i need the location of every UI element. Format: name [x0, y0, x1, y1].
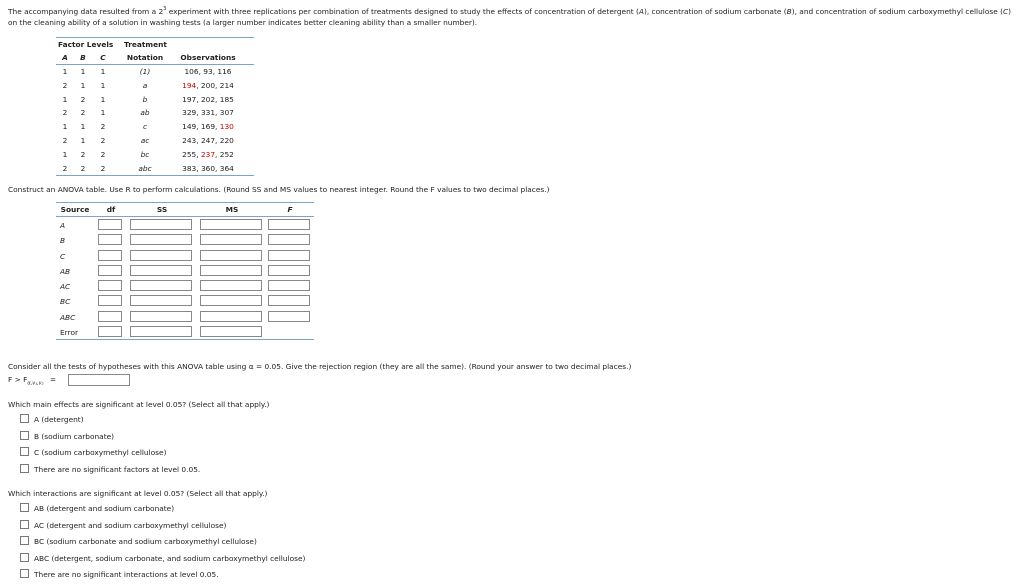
main-effects-question: Which main effects are significant at level 0.05? (Select all that apply.) [8, 400, 270, 409]
checkbox-label: BC (sodium carbonate and sodium carboxymethyl cellulose) [34, 537, 257, 546]
checkbox[interactable] [20, 520, 29, 529]
checkbox-label: B (sodium carbonate) [34, 431, 115, 441]
rejection-region-input[interactable] [68, 374, 130, 386]
col-df: df [106, 205, 116, 214]
rejection-region-label: $F > F_{\alpha,\nu_1,\nu_2}$ = [8, 375, 57, 387]
df-input[interactable] [98, 265, 122, 276]
source-label: A [60, 221, 66, 230]
ss-input[interactable] [130, 311, 192, 322]
checkbox-label: A (detergent) [34, 415, 84, 424]
table-row [56, 148, 254, 162]
cell-observations: 194, 200, 214 [182, 80, 234, 90]
source-label: ABC [60, 312, 76, 322]
anova-row [56, 217, 314, 232]
ss-input[interactable] [130, 234, 192, 245]
table-row [56, 162, 254, 176]
checkbox-option[interactable] [20, 431, 114, 441]
ms-input[interactable] [200, 234, 262, 245]
table-row [56, 106, 254, 120]
cell-a: 2 [62, 163, 68, 173]
anova-table [56, 202, 314, 340]
df-input[interactable] [98, 326, 122, 337]
checkbox-label: AB (detergent and sodium carbonate) [34, 504, 175, 513]
checkbox-option[interactable] [20, 520, 226, 530]
ms-input[interactable] [200, 265, 262, 276]
ms-input[interactable] [200, 326, 262, 337]
cell-a: 2 [62, 135, 68, 145]
cell-c: 1 [100, 108, 106, 118]
col-f: F [287, 205, 293, 214]
ms-input[interactable] [200, 219, 262, 230]
cell-a: 1 [62, 149, 68, 159]
checkbox-label: There are no significant factors at level 0.05. [34, 464, 201, 474]
f-input[interactable] [268, 295, 310, 306]
cell-observations: 106, 93, 116 [184, 67, 232, 76]
cell-a: 1 [62, 94, 68, 104]
cell-b: 1 [80, 122, 86, 132]
cell-b: 2 [80, 94, 86, 104]
checkbox[interactable] [20, 503, 29, 512]
cell-c: 2 [100, 149, 106, 159]
problem-intro [8, 6, 1018, 28]
checkbox-option[interactable] [20, 464, 200, 474]
anova-row [56, 324, 314, 339]
anova-row [56, 278, 314, 293]
checkbox[interactable] [20, 569, 29, 578]
cell-observations: 149, 169, 130 [182, 122, 234, 132]
checkbox[interactable] [20, 414, 29, 423]
f-input[interactable] [268, 219, 310, 230]
cell-b: 1 [80, 135, 86, 145]
cell-notation: ac [140, 135, 150, 145]
col-c: C [100, 53, 106, 62]
col-notation: Notation [126, 53, 164, 62]
source-label: B [60, 236, 66, 246]
table-row [56, 79, 254, 93]
f-input[interactable] [268, 280, 310, 291]
header-factor-levels: Factor Levels [58, 40, 114, 49]
ss-input[interactable] [130, 265, 192, 276]
f-input[interactable] [268, 234, 310, 245]
hypothesis-instruction: Consider all the tests of hypotheses with this ANOVA table using α = 0.05. Give the rejection region (they are all the same). (Round your answer to two decimal places.) [8, 362, 632, 371]
cell-observations: 197, 202, 185 [182, 94, 234, 104]
intro-text: experiment with three replications per combination of treatments designed to study the effects of concentration of detergent ( [166, 7, 639, 16]
ms-input[interactable] [200, 295, 262, 306]
table-row [56, 93, 254, 107]
ss-input[interactable] [130, 280, 192, 291]
cell-a: 1 [62, 122, 68, 132]
df-input[interactable] [98, 250, 122, 261]
cell-b: 1 [80, 67, 86, 76]
checkbox[interactable] [20, 431, 29, 440]
cell-a: 2 [62, 108, 68, 118]
table-row [56, 65, 254, 79]
ss-input[interactable] [130, 219, 192, 230]
checkbox-option[interactable] [20, 553, 305, 563]
cell-observations: 329, 331, 307 [182, 108, 234, 118]
ss-input[interactable] [130, 326, 192, 337]
cell-observations: 243, 247, 220 [182, 135, 234, 145]
df-input[interactable] [98, 234, 122, 245]
col-ss: SS [156, 205, 168, 214]
col-b: B [80, 53, 86, 62]
cell-c: 1 [100, 80, 106, 90]
df-input[interactable] [98, 280, 122, 291]
df-input[interactable] [98, 311, 122, 322]
intro-text: The accompanying data resulted from a 2 [8, 7, 164, 16]
checkbox-option[interactable] [20, 569, 219, 579]
cell-notation: a [142, 80, 148, 90]
cell-notation: abc [138, 163, 152, 173]
checkbox[interactable] [20, 464, 29, 473]
source-label: BC [60, 297, 71, 307]
checkbox[interactable] [20, 536, 29, 545]
cell-c: 1 [100, 94, 106, 104]
interactions-question: Which interactions are significant at level 0.05? (Select all that apply.) [8, 489, 268, 498]
df-input[interactable] [98, 219, 122, 230]
col-a: A [62, 53, 68, 62]
factor-rows [56, 65, 254, 175]
col-observations: Observations [180, 53, 236, 62]
f-input[interactable] [268, 311, 310, 322]
checkbox-option[interactable] [20, 503, 174, 513]
checkbox[interactable] [20, 553, 29, 562]
source-label: AC [60, 282, 71, 292]
cell-c: 2 [100, 122, 106, 132]
table-row [56, 134, 254, 148]
col-source: Source [60, 205, 90, 214]
anova-row [56, 309, 314, 324]
cell-b: 2 [80, 108, 86, 118]
header-treatment: Treatment [124, 40, 167, 49]
cell-observations: 255, 237, 252 [182, 149, 234, 159]
ms-input[interactable] [200, 280, 262, 291]
ss-input[interactable] [130, 295, 192, 306]
cell-notation: c [142, 122, 148, 132]
df-input[interactable] [98, 295, 122, 306]
ss-input[interactable] [130, 250, 192, 261]
cell-c: 2 [100, 135, 106, 145]
table-row [56, 120, 254, 134]
checkbox-option[interactable] [20, 536, 257, 546]
cell-a: 2 [62, 80, 68, 90]
intro-var: A [638, 7, 644, 16]
source-label: AB [60, 266, 71, 276]
ms-input[interactable] [200, 311, 262, 322]
cell-notation: ab [140, 108, 150, 118]
checkbox-option[interactable] [20, 447, 166, 457]
cell-notation: b [142, 94, 148, 104]
cell-notation: bc [140, 149, 150, 159]
intro-var: B [786, 7, 792, 16]
ms-input[interactable] [200, 250, 262, 261]
intro-var: C [1003, 7, 1009, 16]
intro-text: ) on the cleaning ability of a solution in washing tests (a larger number indicates better cleaning ability than a smaller number). [8, 7, 1012, 27]
checkbox-label: AC (detergent and sodium carboxymethyl cellulose) [34, 520, 227, 530]
cell-c: 1 [100, 67, 106, 76]
cell-observations: 383, 360, 364 [182, 163, 234, 173]
intro-text: ), and concentration of sodium carboxymethyl cellulose ( [791, 7, 1003, 16]
checkbox-option[interactable] [20, 414, 84, 424]
source-label: C [60, 251, 66, 261]
f-input[interactable] [268, 250, 310, 261]
checkbox-label: C (sodium carboxymethyl cellulose) [34, 448, 167, 457]
anova-rows [56, 217, 314, 339]
cell-b: 2 [80, 163, 86, 173]
checkbox-label: ABC (detergent, sodium carbonate, and sodium carboxymethyl cellulose) [34, 553, 306, 563]
anova-row [56, 232, 314, 247]
construct-instruction: Construct an ANOVA table. Use R to perform calculations. (Round SS and MS values to nearest integer. Round the F values to two decimal places.) [8, 185, 550, 194]
intro-text: ), concentration of sodium carbonate ( [643, 7, 787, 16]
cell-b: 2 [80, 149, 86, 159]
cell-c: 2 [100, 163, 106, 173]
factor-table [56, 37, 254, 176]
anova-row [56, 248, 314, 263]
checkbox[interactable] [20, 447, 29, 456]
intro-superscript: 3 [163, 6, 167, 12]
col-ms: MS [225, 205, 239, 214]
checkbox-label: There are no significant interactions at level 0.05. [34, 570, 219, 579]
anova-row [56, 263, 314, 278]
cell-a: 1 [62, 67, 68, 76]
cell-b: 1 [80, 80, 86, 90]
source-label: Error [60, 328, 79, 338]
anova-row [56, 293, 314, 308]
cell-notation: (1) [139, 67, 151, 76]
f-input[interactable] [268, 265, 310, 276]
